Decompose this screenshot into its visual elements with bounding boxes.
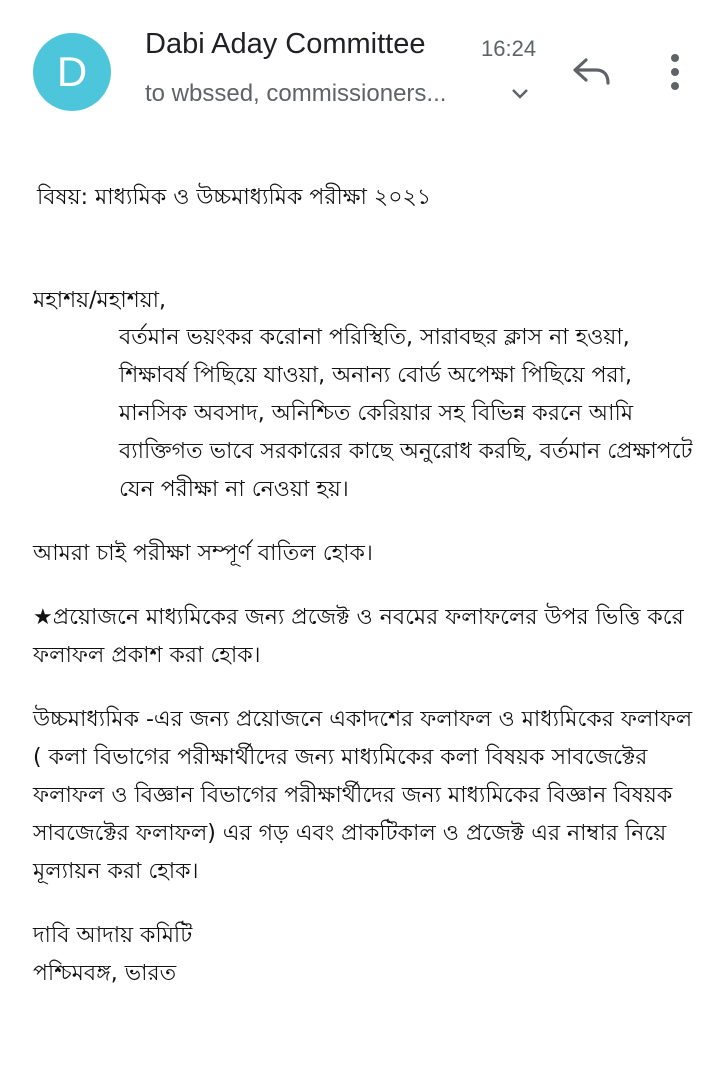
email-subject: বিষয়: মাধ্যমিক ও উচ্চমাধ্যমিক পরীক্ষা ২০২১: [37, 185, 432, 210]
signature-line-1: দাবি আদায় কমিটি: [33, 923, 193, 948]
salutation: মহাশয়/মহাশয়া,: [33, 288, 167, 313]
sender-name[interactable]: Dabi Aday Committee: [145, 28, 426, 60]
body-paragraph-2: আমরা চাই পরীক্ষা সম্পূর্ণ বাতিল হোক।: [33, 541, 373, 566]
body-paragraph-3: ★প্রয়োজনে মাধ্যমিকের জন্য প্রজেক্ট ও নবমের ফলাফলের উপর ভিত্তি করে ফলাফল প্রকাশ করা হোক।: [33, 605, 684, 668]
email-body: [33, 178, 693, 993]
body-paragraph-4: উচ্চমাধ্যমিক -এর জন্য প্রয়োজনে একাদশের ফলাফল ও মাধ্যমিকের ফলাফল ( কলা বিভাগের পরীক্ষার্থীদের জন্য মাধ্যমিকের কলা বিষয়ক সাবজেক্টের ফলাফল ও বিজ্ঞান বিভাগের পরীক্ষার্থীদের জন্য মাধ্যমিকের বিজ্ঞান বিষয়ক সাবজেক্টের ফলাফল) এর গড় এবং প্রাকটিকাল ও প্রজেক্ট এর নাম্বার নিয়ে মূল্যায়ন করা হোক।: [33, 707, 693, 884]
chevron-down-icon[interactable]: [510, 84, 530, 104]
sender-avatar[interactable]: D: [33, 33, 111, 111]
email-time: 16:24: [481, 36, 537, 61]
more-vert-icon[interactable]: [660, 50, 690, 94]
email-header: [0, 0, 705, 130]
reply-icon[interactable]: [570, 52, 614, 92]
signature-line-2: পশ্চিমবঙ্গ, ভারত: [33, 961, 177, 986]
body-paragraph-1: বর্তমান ভয়ংকর করোনা পরিস্থিতি, সারাবছর ক্লাস না হওয়া, শিক্ষাবর্ষ পিছিয়ে যাওয়া, অনান্য বোর্ড অপেক্ষা পিছিয়ে পরা, মানসিক অবসাদ, অনিশ্চিত কেরিয়ার সহ বিভিন্ন করনে আমি ব্যাক্তিগত ভাবে সরকারের কাছে অনুরোধ করছি, বর্তমান প্রেক্ষাপটে যেন পরীক্ষা না নেওয়া হয়।: [119, 325, 693, 502]
recipients-summary[interactable]: to wbssed, commissioners...: [145, 80, 447, 107]
